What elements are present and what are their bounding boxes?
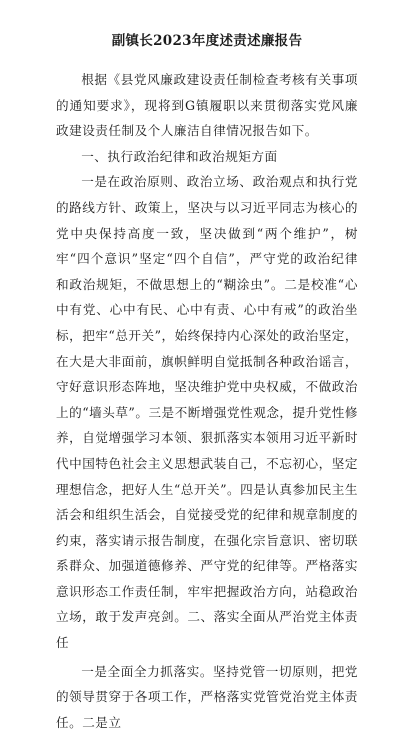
body-paragraph: 一是全面全力抓落实。坚持党管一切原则，把党的领导贯穿于各项工作，严格落实党管党治党主体责任。二是立: [56, 663, 358, 730]
section-heading: 一、执行政治纪律和政治规矩方面: [81, 148, 278, 164]
document-title: 副镇长2023年度述责述廉报告: [111, 33, 303, 49]
body-paragraph: 一是在政治原则、政治立场、政治观点和执行党的路线方针、政策上，坚决与以习近平同志为核心的党中央保持高度一致，坚决做到“两个维护”，树牢“四个意识”坚定“四个自信”，严守党的政治纪律和政治规矩，不做思想上的“糊涂虫”。二是校准“心中有党、心中有民、心中有责、心中有戒”的政治坐标，把牢“总开关”，始终保持内心深处的政治坚定，在大是大非面前，旗帜鲜明自觉抵制各种政治谣言，守好意识形态阵地，坚决维护党中央权威，不做政治上的“墙头草”。三是不断增强党性观念，提升党性修养，自觉增强学习本领、狠抓落实本领用习近平新时代中国特色社会主义思想武装自己，不忘初心，坚定理想信念，把好人生“总开关”。四是认真参加民主生活会和组织生活会，自觉接受党的纪律和规章制度的约束，落实请示报告制度，在强化宗旨意识、密切联系群众、加强道德修养、严守党的纪律等。严格落实意识形态工作责任制，牢牢把握政治方向，站稳政治立场，敢于发声亮剑。二、落实全面从严治党主体责任: [56, 174, 358, 651]
intro-paragraph: 根据《县党风廉政建设责任制检查考核有关事项的通知要求》，现将到G镇履职以来贯彻落实党风廉政建设责任制及个人廉洁自律情况报告如下。: [56, 72, 358, 139]
